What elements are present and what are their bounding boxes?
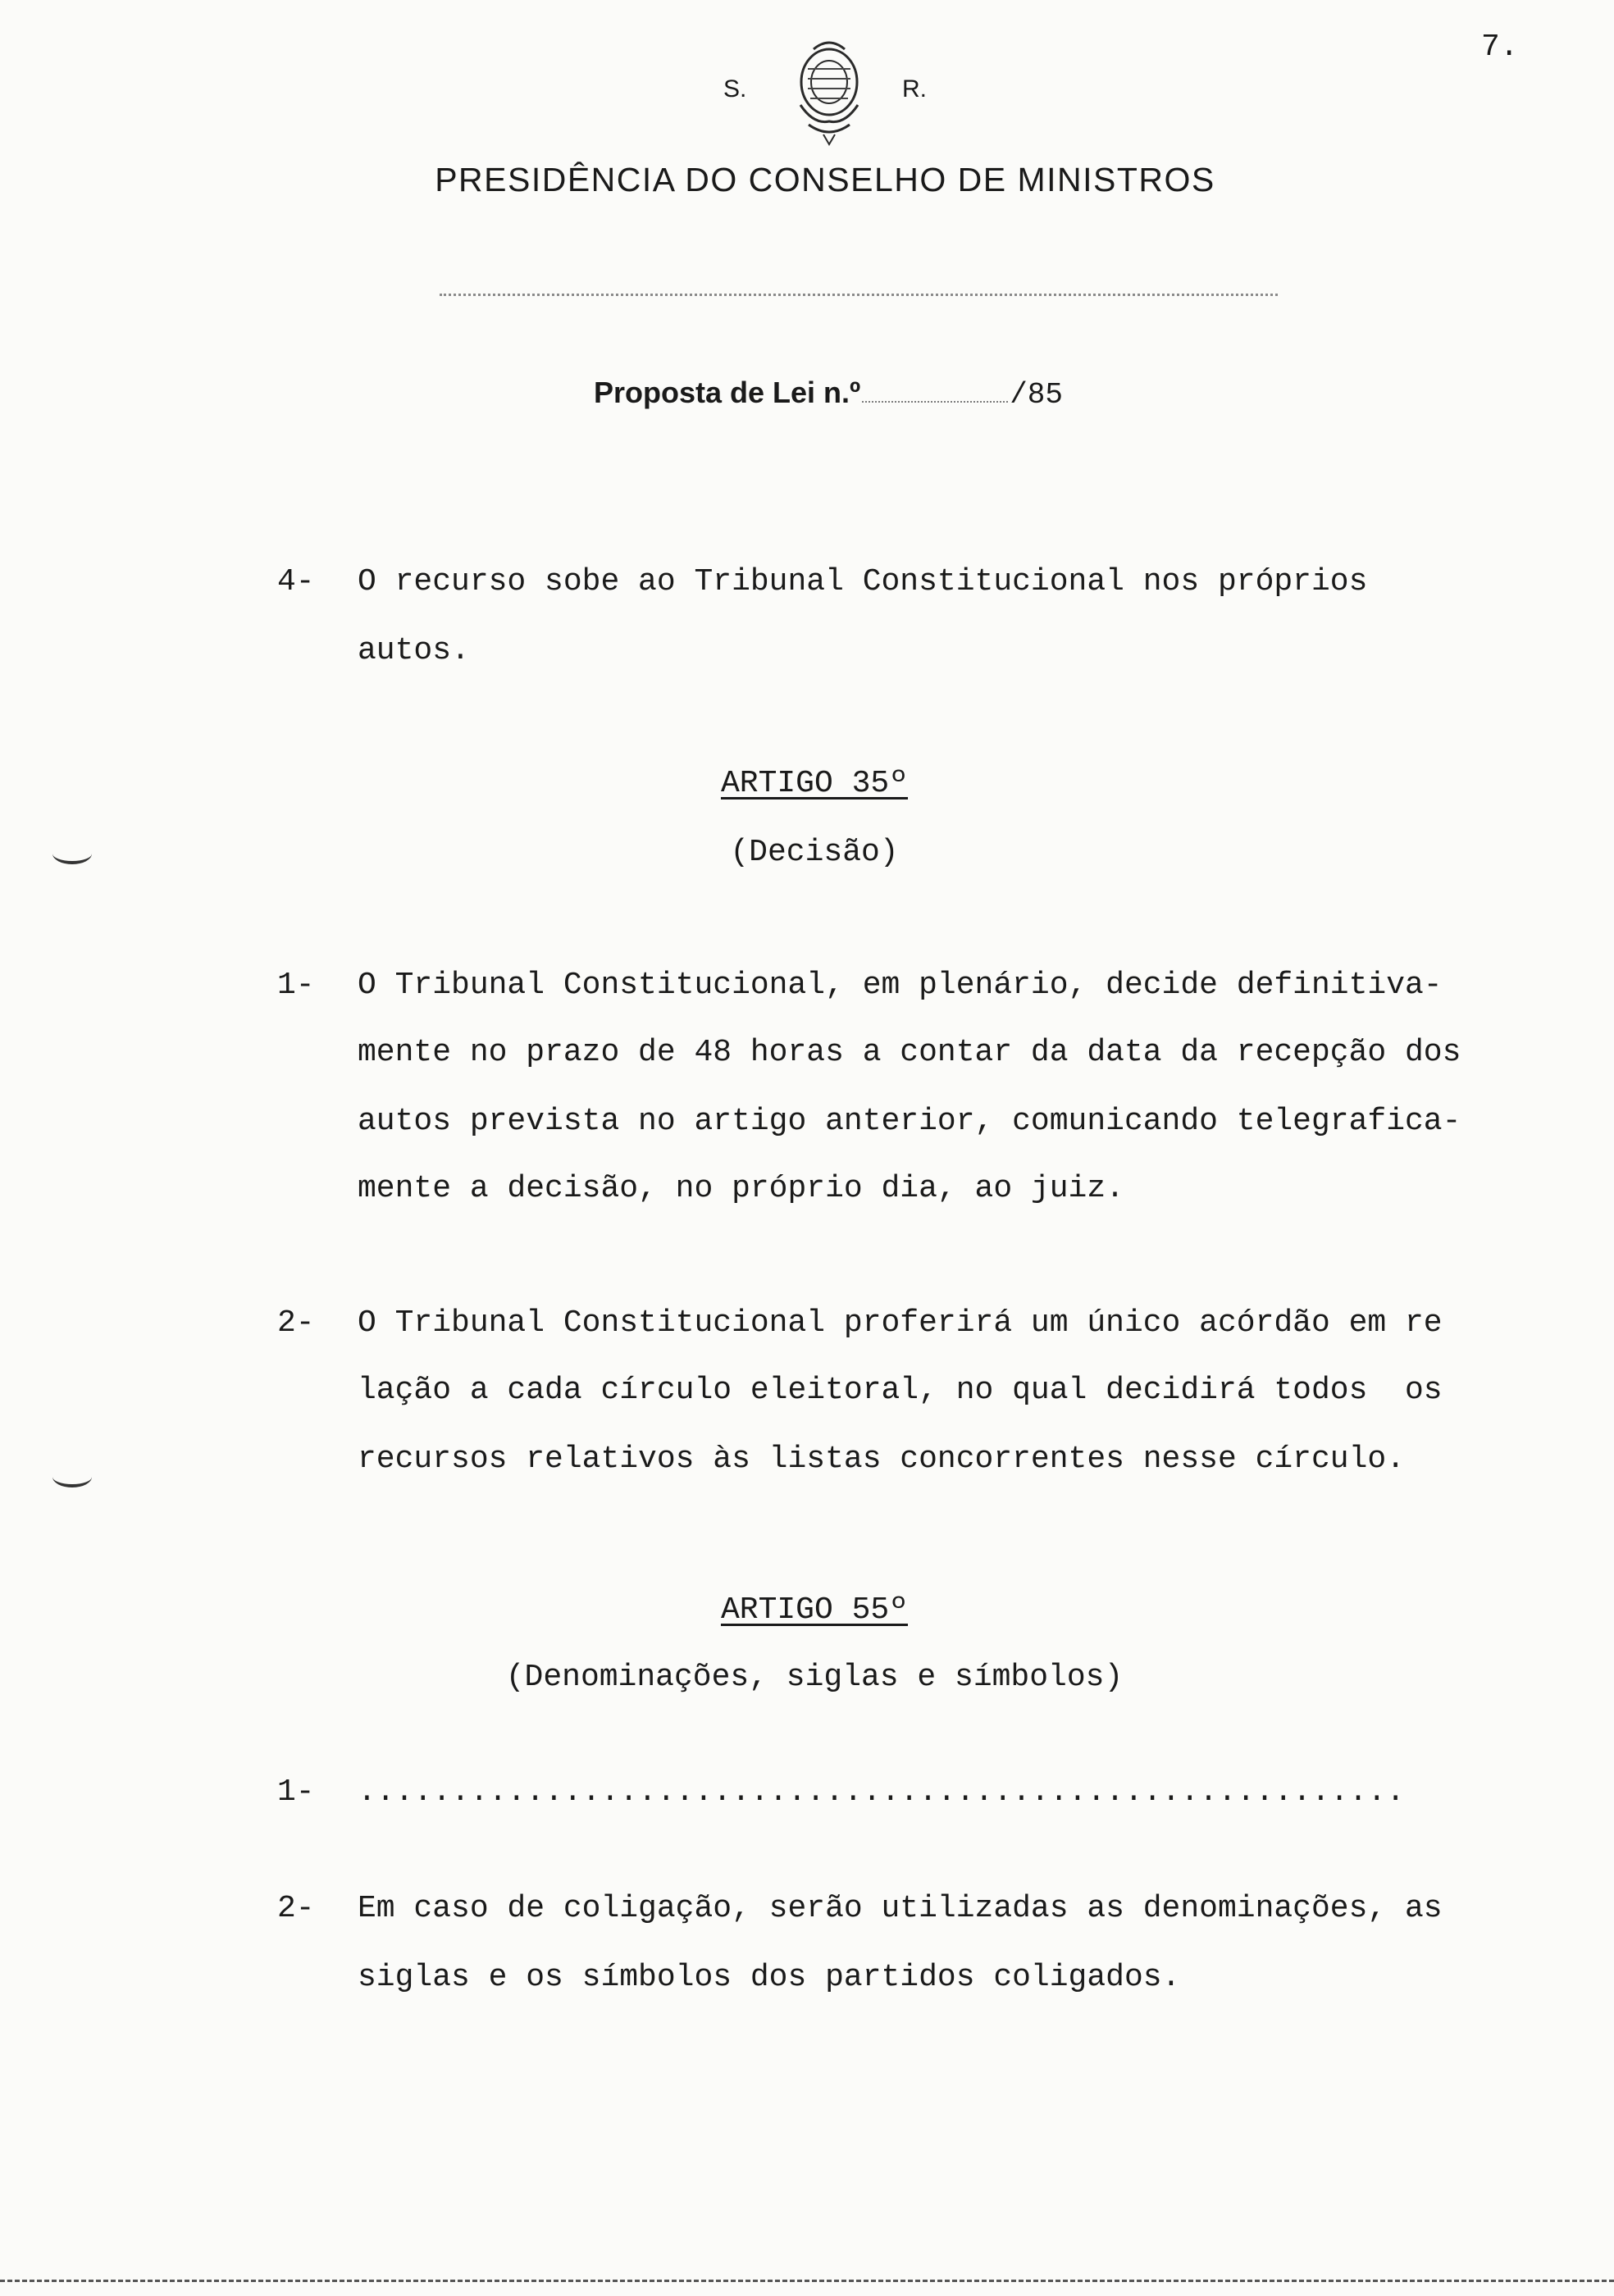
article-subtitle: (Denominações, siglas e símbolos) [505,1660,1124,1695]
paragraph-line: mente no prazo de 48 horas a contar da data da recepção dos [358,1035,1461,1070]
paragraph-line: mente a decisão, no próprio dia, ao juiz. [358,1171,1124,1206]
item-number: 2- [277,1891,315,1926]
coat-of-arms-seal-icon [781,33,878,148]
paragraph-line: siglas e os símbolos dos partidos coligados. [358,1960,1181,1995]
paragraph-line: O Tribunal Constitucional, em plenário, decide definitiva- [358,968,1443,1003]
article-heading: ARTIGO 35º [720,766,909,801]
proposta-year: /85 [1010,378,1064,412]
letterhead-right-letter: R. [902,75,927,102]
proposta-line [594,376,1063,412]
item-number: 1- [277,1774,315,1810]
item-number: 1- [277,968,315,1003]
article-subtitle: (Decisão) [730,835,899,870]
paragraph-line: recursos relativos às listas concorrentes nesse círculo. [358,1442,1406,1477]
paragraph-line: autos prevista no artigo anterior, comunicando telegrafica- [358,1104,1461,1139]
paragraph-line: O recurso sobe ao Tribunal Constitucional nos próprios [358,564,1368,599]
institution-title: PRESIDÊNCIA DO CONSELHO DE MINISTROS [435,161,1215,198]
paragraph-line: Em caso de coligação, serão utilizadas as denominações, as [358,1891,1443,1926]
letterhead-left-letter: S. [723,75,747,102]
page-bottom-edge [0,2280,1614,2282]
dotted-placeholder-line: ........................................................ [358,1774,1406,1810]
paragraph-line: O Tribunal Constitucional proferirá um único acórdão em re [358,1305,1443,1341]
paragraph-line: lação a cada círculo eleitoral, no qual decidirá todos os [358,1373,1443,1408]
header-dotted-line [440,294,1278,296]
proposta-number-blank [862,401,1008,403]
margin-punch-mark [52,843,92,864]
proposta-label: Proposta de Lei n.º [594,376,861,409]
paragraph-line: autos. [358,633,470,668]
item-number: 4- [277,564,315,599]
page-number: 7. [1481,30,1519,65]
article-heading: ARTIGO 55º [720,1592,909,1628]
item-number: 2- [277,1305,315,1341]
margin-punch-mark [52,1466,92,1487]
